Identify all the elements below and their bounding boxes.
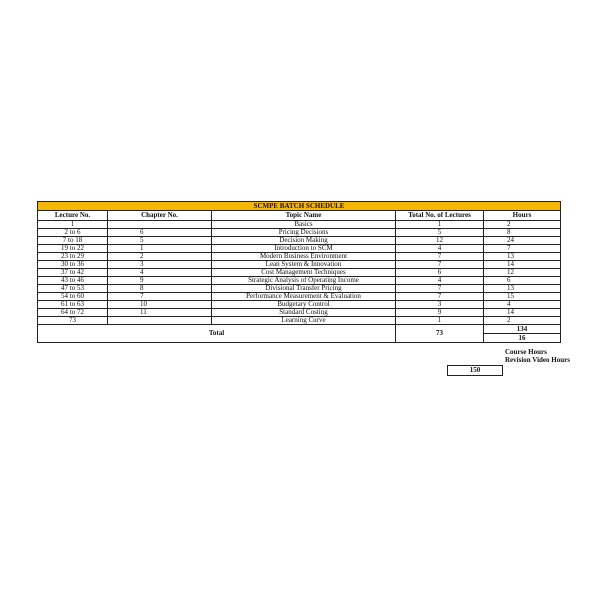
topic-cell: Standard Costing (212, 309, 396, 317)
topic-cell: Learning Curve (212, 317, 396, 325)
lectures-cell: 7 (396, 293, 484, 301)
hours-cell: 2 (484, 221, 561, 229)
header-chapter: Chapter No. (108, 211, 212, 221)
table-row (38, 221, 561, 229)
table-row (38, 237, 561, 245)
lectures-cell: 7 (396, 285, 484, 293)
total-hours-stack (484, 325, 561, 343)
table-row (38, 245, 561, 253)
chapter-cell: 8 (108, 285, 212, 293)
hours-cell: 2 (484, 317, 561, 325)
header-total-lectures: Total No. of Lectures (396, 211, 484, 221)
lectures-cell: 12 (396, 237, 484, 245)
table-row (38, 229, 561, 237)
lectures-cell: 3 (396, 301, 484, 309)
grand-total-hours: 150 (447, 365, 503, 376)
lecture-cell: 30 to 36 (38, 261, 108, 269)
hours-cell: 14 (484, 261, 561, 269)
header-topic: Topic Name (212, 211, 396, 221)
lecture-cell: 47 to 53 (38, 285, 108, 293)
total-label: Total (38, 325, 396, 343)
table-title: SCMPE BATCH SCHEDULE (38, 202, 561, 211)
lecture-cell: 1 (38, 221, 108, 229)
topic-cell: Budgetary Control (212, 301, 396, 309)
topic-cell: Pricing Decisions (212, 229, 396, 237)
chapter-cell: 7 (108, 293, 212, 301)
table-row (38, 269, 561, 277)
revision-hours-value: 16 (518, 334, 526, 342)
topic-cell: Introduction to SCM (212, 245, 396, 253)
lecture-cell: 37 to 42 (38, 269, 108, 277)
table-row (38, 293, 561, 301)
lectures-cell: 6 (396, 269, 484, 277)
table-row (38, 277, 561, 285)
chapter-cell: 1 (108, 245, 212, 253)
chapter-cell: 4 (108, 269, 212, 277)
table-row (38, 317, 561, 325)
schedule-sheet (37, 201, 561, 343)
topic-cell: Modern Business Environment (212, 253, 396, 261)
table-row (38, 309, 561, 317)
hours-cell: 15 (484, 293, 561, 301)
lecture-cell: 23 to 29 (38, 253, 108, 261)
lectures-cell: 4 (396, 277, 484, 285)
hours-cell: 13 (484, 285, 561, 293)
lecture-cell: 19 to 22 (38, 245, 108, 253)
lecture-cell: 73 (38, 317, 108, 325)
header-hours: Hours (484, 211, 561, 221)
hours-cell: 8 (484, 229, 561, 237)
total-row (38, 325, 561, 343)
topic-cell: Basics (212, 221, 396, 229)
chapter-cell: 9 (108, 277, 212, 285)
lectures-cell: 4 (396, 245, 484, 253)
header-row (38, 211, 561, 221)
chapter-cell (108, 221, 212, 229)
hours-cell: 14 (484, 309, 561, 317)
table-row (38, 301, 561, 309)
title-row (38, 202, 561, 211)
course-hours-value: 134 (484, 325, 560, 334)
lecture-cell: 2 to 6 (38, 229, 108, 237)
hours-cell: 6 (484, 277, 561, 285)
table-row (38, 253, 561, 261)
lecture-cell: 54 to 60 (38, 293, 108, 301)
chapter-cell (108, 317, 212, 325)
course-hours-label: Course Hours (505, 348, 547, 356)
lecture-cell: 61 to 63 (38, 301, 108, 309)
lectures-cell: 5 (396, 229, 484, 237)
table-row (38, 261, 561, 269)
chapter-cell: 6 (108, 229, 212, 237)
topic-cell: Performance Measurement & Evaluation (212, 293, 396, 301)
hours-cell: 12 (484, 269, 561, 277)
lecture-cell: 64 to 72 (38, 309, 108, 317)
lectures-cell: 1 (396, 317, 484, 325)
hours-cell: 13 (484, 253, 561, 261)
lectures-cell: 9 (396, 309, 484, 317)
chapter-cell: 5 (108, 237, 212, 245)
hours-cell: 24 (484, 237, 561, 245)
hours-cell: 7 (484, 245, 561, 253)
schedule-rows (38, 221, 561, 325)
lectures-cell: 1 (396, 221, 484, 229)
chapter-cell: 2 (108, 253, 212, 261)
lecture-cell: 43 to 46 (38, 277, 108, 285)
schedule-table (37, 201, 561, 343)
chapter-cell: 11 (108, 309, 212, 317)
topic-cell: Lean System & Innovation (212, 261, 396, 269)
lectures-cell: 7 (396, 253, 484, 261)
chapter-cell: 10 (108, 301, 212, 309)
topic-cell: Cost Management Techniques (212, 269, 396, 277)
topic-cell: Strategic Analysis of Operating Income (212, 277, 396, 285)
topic-cell: Divisional Transfer Pricing (212, 285, 396, 293)
chapter-cell: 3 (108, 261, 212, 269)
revision-hours-label: Revision Video Hours (505, 356, 570, 364)
table-row (38, 285, 561, 293)
lecture-cell: 7 to 18 (38, 237, 108, 245)
total-lectures: 73 (396, 325, 484, 343)
hours-cell: 4 (484, 301, 561, 309)
lectures-cell: 7 (396, 261, 484, 269)
header-lecture: Lecture No. (38, 211, 108, 221)
topic-cell: Decision Making (212, 237, 396, 245)
